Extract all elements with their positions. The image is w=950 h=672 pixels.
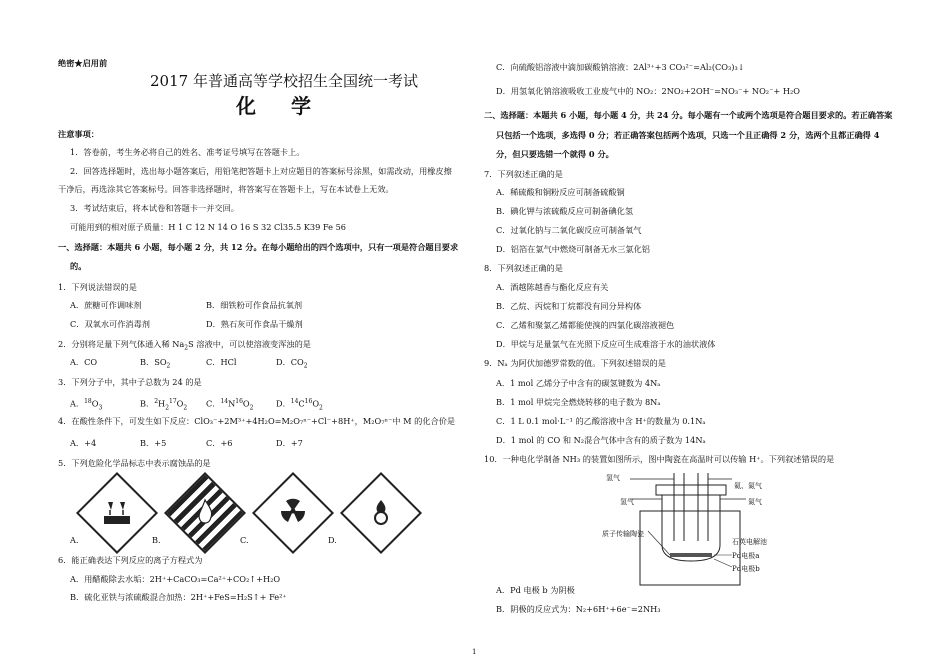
diagram-label-h2: 氢气 bbox=[606, 474, 620, 482]
q4-stem: 4．在酸性条件下，可发生如下反应：ClO₃⁻+2M³⁺+4H₂O=M₂O₇ⁿ⁻+Cl⁻+8H⁺，M₂O₇ⁿ⁻中 M 的化合价是 bbox=[58, 416, 456, 426]
q1-option-b: B．细铁粉可作食品抗氧剂 bbox=[206, 300, 303, 310]
q7-option-a: A．稀硫酸和铜粉反应可制备硫酸铜 bbox=[496, 187, 625, 197]
flammable-solid-sign bbox=[164, 472, 246, 554]
q2-option-b: B．$SO_2$ bbox=[140, 357, 171, 370]
q8-option-d: D．甲烷与足量氯气在光照下反应可生成难溶于水的油状液体 bbox=[496, 339, 716, 349]
q4-option-d: D．+7 bbox=[276, 438, 303, 448]
atomic-masses: 可能用到的相对原子质量：H 1 C 12 N 14 O 16 S 32 Cl35.5 K39 Fe 56 bbox=[70, 222, 346, 232]
q5-option-a: A. bbox=[70, 535, 79, 545]
q9-option-c: C．1 L 0.1 mol·L⁻¹ 的乙酸溶液中含 H⁺的数量为 0.1Nₐ bbox=[496, 416, 706, 426]
q7-option-d: D．铝箔在氯气中燃烧可制备无水三氯化铝 bbox=[496, 244, 650, 254]
q3-stem: 3．下列分子中，其中子总数为 24 的是 bbox=[58, 377, 202, 387]
q6-option-a: A．用醋酸除去水垢：2H⁺+CaCO₃=Ca²⁺+CO₂↑+H₂O bbox=[70, 574, 281, 584]
q9-option-d: D．1 mol 的 CO 和 N₂混合气体中含有的质子数为 14Nₐ bbox=[496, 435, 706, 445]
note-1: 1．答卷前，考生务必将自己的姓名、准考证号填写在答题卡上。 bbox=[70, 147, 305, 157]
q2-option-d: D．$CO_2$ bbox=[276, 357, 308, 370]
page-number: 1 bbox=[472, 648, 477, 656]
q2-option-a: A．CO bbox=[70, 357, 98, 367]
q3-option-c: C．$^{14}N^{16}O_2$ bbox=[206, 398, 254, 412]
diagram-label-he-n: 氦、氮气 bbox=[734, 482, 762, 490]
q3-option-b: B．$^2H_2^{17}O_2$ bbox=[140, 398, 188, 412]
q10-option-b: B．阴极的反应式为：N₂+6H⁺+6e⁻=2NH₃ bbox=[496, 604, 661, 614]
q10-stem: 10．一种电化学制备 NH₃ 的装置如图所示，图中陶瓷在高温时可以传输 H⁺。下列叙述错误的是 bbox=[484, 454, 835, 464]
q9-stem: 9．Nₐ 为阿伏加德罗常数的值。下列叙述错误的是 bbox=[484, 358, 666, 368]
section1-heading-cont: 的。 bbox=[70, 261, 87, 271]
q5-option-d: D. bbox=[328, 535, 337, 545]
note-2: 2．回答选择题时，选出每小题答案后，用铅笔把答题卡上对应题目的答案标号涂黑，如需改动，用橡皮擦 bbox=[70, 166, 452, 176]
q9-option-a: A．1 mol 乙烯分子中含有的碳氢键数为 4Nₐ bbox=[496, 378, 661, 388]
q7-option-c: C．过氧化钠与二氧化碳反应可制备氧气 bbox=[496, 225, 642, 235]
notes-heading: 注意事项： bbox=[58, 129, 99, 139]
q8-stem: 8．下列叙述正确的是 bbox=[484, 263, 563, 273]
note-3: 3．考试结束后，将本试卷和答题卡一并交回。 bbox=[70, 203, 239, 213]
q8-option-b: B．乙烷、丙烷和丁烷都没有同分异构体 bbox=[496, 301, 642, 311]
q6-option-d: D．用氢氧化钠溶液吸收工业废气中的 NO₂：2NO₂+2OH⁻=NO₃⁻+ NO₂⁻+ H₂O bbox=[496, 86, 801, 96]
section2-heading: 二、选择题：本题共 6 小题，每小题 4 分，共 24 分。每小题有一个或两个选项是符合题目要求的。若正确答案 bbox=[484, 110, 893, 120]
section1-heading: 一、选择题：本题共 6 小题，每小题 2 分，共 12 分。在每小题给出的四个选项中，只有一项是符合题目要求 bbox=[58, 242, 459, 252]
q7-option-b: B．碘化钾与浓硫酸反应可制备碘化氢 bbox=[496, 206, 634, 216]
q1-option-c: C．双氧水可作消毒剂 bbox=[70, 319, 150, 329]
q4-option-c: C．+6 bbox=[206, 438, 233, 448]
q1-option-a: A．蔗糖可作调味剂 bbox=[70, 300, 142, 310]
diagram-label-h2-lower: 氢气 bbox=[620, 498, 634, 506]
oxidizer-hazard-sign bbox=[340, 472, 422, 554]
q6-option-b: B．硫化亚铁与浓硫酸混合加热：2H⁺+FeS=H₂S↑+ Fe²⁺ bbox=[70, 592, 287, 602]
diagram-label-n2: 氮气 bbox=[748, 498, 762, 506]
diagram-label-pd-a: Pd电极a bbox=[732, 552, 760, 560]
radioactive-hazard-sign bbox=[252, 472, 334, 554]
secret-label: 绝密★启用前 bbox=[58, 58, 108, 68]
diagram-label-bath: 石英电解池 bbox=[732, 538, 767, 546]
q4-option-b: B．+5 bbox=[140, 438, 167, 448]
q8-option-c: C．乙烯和聚氯乙烯都能使溴的四氯化碳溶液褪色 bbox=[496, 320, 675, 330]
q5-option-c: C. bbox=[240, 535, 249, 545]
subject-title: 化 学 bbox=[236, 94, 325, 118]
q3-option-a: A．$^{18}O_3$ bbox=[70, 398, 103, 412]
q1-option-d: D．熟石灰可作食品干燥剂 bbox=[206, 319, 303, 329]
diagram-label-ceramic: 质子传输陶瓷 bbox=[602, 530, 644, 538]
q7-stem: 7．下列叙述正确的是 bbox=[484, 169, 563, 179]
q6-option-c: C．向硫酸铝溶液中滴加碳酸钠溶液：2Al³⁺+3 CO₃²⁻=Al₂(CO₃)₃↓ bbox=[496, 62, 745, 72]
corrosive-hazard-sign bbox=[76, 472, 158, 554]
q9-option-b: B．1 mol 甲烷完全燃烧转移的电子数为 8Nₐ bbox=[496, 397, 661, 407]
q4-option-a: A．+4 bbox=[70, 438, 97, 448]
note-2-cont: 干净后，再选涂其它答案标号。回答非选择题时，将答案写在答题卡上，写在本试卷上无效。 bbox=[58, 184, 394, 194]
q1-stem: 1．下列说法错误的是 bbox=[58, 282, 137, 292]
q5-option-b: B. bbox=[152, 535, 161, 545]
q5-stem: 5．下列危险化学品标志中表示腐蚀品的是 bbox=[58, 458, 211, 468]
section2-heading-cont2: 分，但只要选错一个就得 0 分。 bbox=[496, 149, 614, 159]
section2-heading-cont1: 只包括一个选项，多选得 0 分；若正确答案包括两个选项，只选一个且正确得 2 分，选两个且都正确得 4 bbox=[496, 130, 880, 140]
diagram-label-pd-b: Pd电极b bbox=[732, 565, 760, 573]
q3-option-d: D．$^{14}C^{16}O_2$ bbox=[276, 398, 323, 412]
q2-option-c: C．HCl bbox=[206, 357, 237, 367]
q2-stem: 2．分别将足量下列气体通入稀 $Na_2S$ 溶液中，可以使溶液变浑浊的是 bbox=[58, 339, 311, 352]
q8-option-a: A．酒越陈越香与酯化反应有关 bbox=[496, 282, 609, 292]
q10-option-a: A．Pd 电极 b 为阴极 bbox=[496, 585, 575, 595]
q6-stem: 6．能正确表达下列反应的离子方程式为 bbox=[58, 555, 203, 565]
exam-title: 2017 年普通高等学校招生全国统一考试 bbox=[150, 72, 418, 90]
